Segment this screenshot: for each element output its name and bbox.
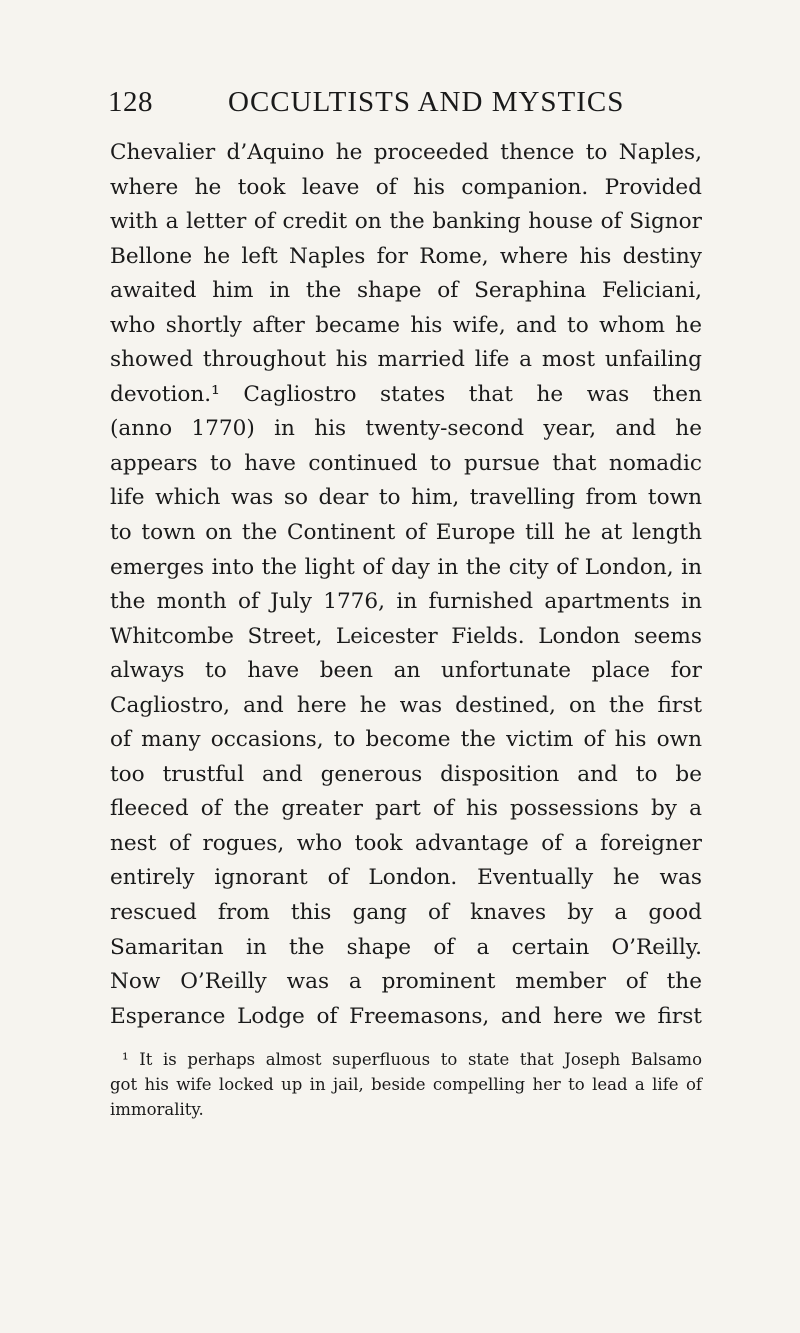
body-line: fleeced of the greater part of his possessions by a	[110, 796, 702, 822]
body-line: nest of rogues, who took advantage of a foreigner	[110, 830, 702, 856]
footnote-line: immorality.	[110, 1100, 204, 1119]
body-line: always to have been an unfortunate place for	[110, 658, 702, 684]
body-line: Chevalier d’Aquino he proceeded thence to Naples,	[110, 140, 702, 165]
body-line: devotion.¹ Cagliostro states that he was then	[110, 381, 702, 407]
footnotes	[110, 1047, 702, 1122]
body-line: appears to have continued to pursue that nomadic	[110, 450, 702, 476]
page-number: 128	[108, 86, 153, 118]
body-line: with a letter of credit on the banking house of Signor	[110, 209, 702, 235]
body-line: awaited him in the shape of Seraphina Feliciani,	[110, 278, 702, 304]
body-line: where he took leave of his companion. Provided	[110, 174, 702, 200]
running-title: OCCULTISTS AND MYSTICS	[228, 86, 625, 118]
body-line: rescued from this gang of knaves by a good	[110, 900, 702, 926]
body-line: showed throughout his married life a most unfailing	[110, 347, 702, 373]
body-line: Bellone he left Naples for Rome, where his destiny	[110, 243, 702, 269]
footnote-line: got his wife locked up in jail, beside compelling her to lead a life of	[110, 1075, 702, 1094]
footnote-line: ¹ It is perhaps almost superfluous to state that Joseph Balsamo	[122, 1050, 702, 1069]
body-line: life which was so dear to him, travelling from town	[110, 485, 702, 511]
body-line: the month of July 1776, in furnished apartments in	[110, 589, 702, 615]
body-line: Esperance Lodge of Freemasons, and here we first	[110, 1003, 702, 1029]
body-text	[110, 136, 702, 1034]
body-line: Whitcombe Street, Leicester Fields. London seems	[110, 623, 702, 649]
body-line: Cagliostro, and here he was destined, on the first	[110, 692, 702, 718]
body-line: too trustful and generous disposition and to be	[110, 761, 702, 787]
body-line: entirely ignorant of London. Eventually he was	[110, 865, 702, 891]
body-line: Now O’Reilly was a prominent member of the	[110, 969, 702, 995]
body-line: who shortly after became his wife, and to whom he	[110, 312, 702, 338]
body-line: of many occasions, to become the victim of his own	[110, 727, 702, 753]
body-line: Samaritan in the shape of a certain O’Reilly.	[110, 934, 702, 960]
body-line: emerges into the light of day in the city of London, in	[110, 554, 702, 580]
body-line: (anno 1770) in his twenty-second year, and he	[110, 416, 702, 442]
body-line: to town on the Continent of Europe till he at length	[110, 520, 702, 546]
running-head	[108, 86, 700, 126]
